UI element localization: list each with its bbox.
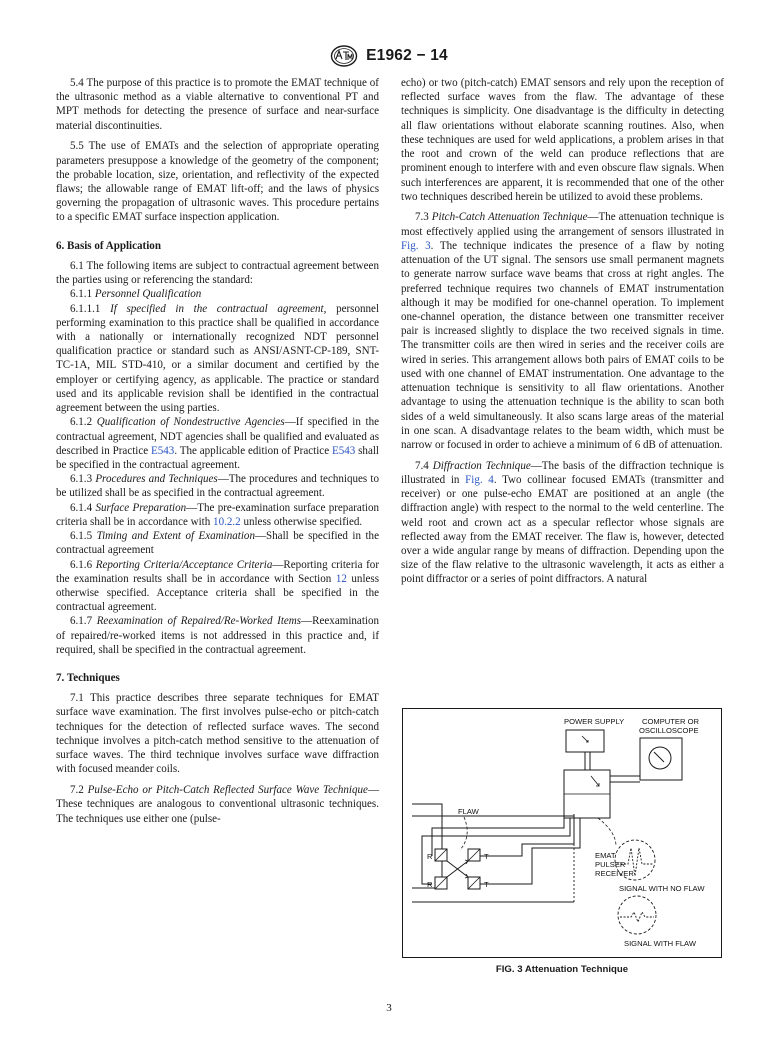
- clause-body: . Two collinear focused EMATs (transmitter and receiver) or one pulse-echo EMAT are positioned at an angle (the diffraction angle) with respect to the normal to the weld centerline. The weld root and crown act as a specular reflector whose signals are reflected away from the EMAT receiver. The flaw is, however, detected over a wide angular range by means of diffraction. Depending upon the size of the flaw relative to the ultrasonic wavelength, it acts as either a point diffractor or a series of point diffractors. A natural: [401, 473, 725, 586]
- label-signal-with-flaw: SIGNAL WITH FLAW: [624, 939, 697, 948]
- signal-with-flaw-circle: [618, 896, 656, 934]
- clause-body: shall be specified in the contractual agreement.: [56, 444, 379, 471]
- figure-3-attenuation-diagram: [402, 708, 722, 958]
- emat-leader-line: [598, 818, 616, 846]
- clause-title: Reexamination of Repaired/Re-Worked Items: [96, 615, 302, 628]
- paragraph-7-3: [401, 210, 724, 452]
- pulser-arrow-icon: [591, 776, 599, 786]
- plate-left-edge: [412, 804, 442, 888]
- page-number: 3: [386, 1002, 392, 1014]
- label-receiver: RECEIVER: [595, 869, 634, 878]
- paragraph-6-1-6: [56, 558, 379, 615]
- paragraph-7-1: 7.1 This practice describes three separate techniques for EMAT surface wave examination. The first involves pulse-echo or pitch-catch techniques for the detection of reflected surface waves. The second technique involves a pitch-catch method sensitive to the attenuation of surface waves. The third technique involves surface wave diffraction with focused meander coils.: [56, 692, 379, 776]
- clause-number: 7.2: [70, 784, 84, 797]
- figure-link-fig-4[interactable]: Fig. 4: [465, 473, 494, 486]
- right-column: [401, 76, 724, 587]
- label-computer-2: OSCILLOSCOPE: [639, 726, 699, 735]
- signal-with-flaw-trace: [620, 912, 654, 922]
- clause-number: 6.1.2: [70, 416, 93, 429]
- clause-number: 6.1.1.1: [70, 302, 101, 315]
- figure-3-caption: FIG. 3 Attenuation Technique: [495, 964, 629, 975]
- paragraph-6-1-2: [56, 415, 379, 472]
- power-arrow-icon: [582, 736, 588, 742]
- clause-number: 6.1.7: [70, 615, 93, 628]
- reference-link-e543[interactable]: E543: [331, 444, 356, 457]
- coil-wire: [480, 814, 574, 856]
- clause-body: —The procedures and techniques to be utilized shall be as specified in the contractual agreement.: [56, 473, 380, 500]
- clause-body: personnel performing examination to this practice shall be qualified in accordance with a nationally or internationally recognized NDT personnel qualification practice or standard such as ANSI/ASNT-CP-189, SNT-TC-1A, MIL STD-410, or a similar document and certified by the employer or certifying agency, as applicable. The practice or standard used and its applicable revision shall be identified in the contractual agreement between the using parties.: [56, 302, 380, 415]
- reference-link-10-2-2[interactable]: 10.2.2: [213, 515, 241, 528]
- figure-frame: [403, 709, 722, 958]
- label-pulser: PULSER: [595, 860, 626, 869]
- paragraph-5-5: 5.5 The use of EMATs and the selection of appropriate operating parameters presuppose a knowledge of the geometry of the component; the probable location, size, orientation, and reflectivity of the expected flaws; the allowable range of EMAT lift-off; and the laws of physics governing the propagation of ultrasonic waves. This procedure pertains to a specific EMAT surface inspection application.: [56, 140, 379, 224]
- paragraph-7-2-continued: echo) or two (pitch-catch) EMAT sensors and rely upon the reception of reflected surface waves from the flaw. The advantage of these techniques is simplicity. One disadvantage is the difficulty in detecting all flaw orientations without elaborate scanning routines. Also, when these techniques are used for weld applications, a problem arises in that the root and crown of the weld can produce reflections that are prominent enough to interfere with and even obscure flaw signals. When such interferences are apparent, it is recommended that one of the other two techniques described herein be utilized to avoid these problems.: [401, 77, 724, 203]
- clause-title: Procedures and Techniques: [95, 473, 218, 486]
- label-r-bottom: R: [427, 880, 433, 889]
- flaw-leader-line: [460, 817, 467, 850]
- label-t-top: T: [484, 852, 489, 861]
- paragraph-6-1-5: [56, 529, 379, 557]
- clause-title: Reporting Criteria/Acceptance Criteria: [95, 558, 273, 571]
- clause-title: Diffraction Technique: [432, 459, 531, 472]
- clause-title: Timing and Extent of Examination: [96, 530, 255, 543]
- clause-number: 6.1.6: [70, 558, 93, 571]
- paragraph-7-2: [56, 783, 379, 826]
- clause-number: 6.1.3: [70, 473, 93, 486]
- paragraph-6-1-7: [56, 614, 379, 657]
- clause-number: 6.1.1: [70, 288, 93, 301]
- document-id: E1962 − 14: [366, 47, 448, 64]
- paragraph-6-1-1: [56, 287, 379, 301]
- clause-body: —The pre-examination surface preparation criteria shall be in accordance with: [56, 501, 380, 528]
- attenuation-diagram-svg: [402, 708, 722, 958]
- astm-logo-icon: [330, 45, 358, 67]
- clause-body: —These techniques are analogous to conventional ultrasonic techniques. The techniques use either one (pulse-: [56, 784, 379, 825]
- clause-body: —The attenuation technique is most effectively applied using the arrangement of sensors illustrated in: [401, 211, 724, 238]
- clause-title: Pitch-Catch Attenuation Technique: [431, 211, 588, 224]
- section-6-heading: 6. Basis of Application: [56, 239, 161, 252]
- label-power-supply: POWER SUPPLY: [564, 717, 625, 726]
- clause-body: unless otherwise specified. Acceptance criteria shall be specified in the contractual agreement.: [56, 572, 380, 614]
- clause-body: —The basis of the diffraction technique is illustrated in: [401, 459, 724, 486]
- clause-number: 6.1.5: [70, 530, 93, 543]
- power-supply-box: [566, 730, 604, 752]
- clause-body: —If specified in the contractual agreement, NDT agencies shall be qualified and evaluated as described in Practice: [56, 416, 380, 457]
- clause-title: Personnel Qualification: [94, 288, 202, 301]
- clause-number: 7.3: [415, 211, 429, 224]
- left-column: [56, 76, 379, 826]
- clause-number: 7.4: [415, 459, 429, 472]
- paragraph-6-1-1-1: [56, 302, 379, 416]
- clause-title: Qualification of Nondestructive Agencies: [96, 416, 285, 429]
- paragraph-7-4: [401, 459, 724, 587]
- coil-wire: [432, 808, 564, 856]
- clause-body: . The applicable edition of Practice: [174, 444, 330, 457]
- clause-title: Pulse-Echo or Pitch-Catch Reflected Surface Wave Technique: [87, 784, 368, 797]
- paragraph-6-1: 6.1 The following items are subject to contractual agreement between the parties using or referencing the standard:: [56, 259, 379, 287]
- reference-link-section-12[interactable]: 12: [335, 572, 347, 585]
- clause-title: Surface Preparation: [95, 501, 187, 514]
- clause-body: —Reexamination of repaired/re-worked items is not addressed in this practice and, if required, shall be specified in the contractual agreement.: [56, 615, 379, 656]
- clause-body: —Reporting criteria for the examination results shall be in accordance with Section: [56, 558, 379, 585]
- page-header: [0, 42, 778, 70]
- clause-title: If specified in the contractual agreement,: [110, 302, 327, 315]
- label-t-bottom: T: [484, 880, 489, 889]
- paragraph-6-1-4: [56, 501, 379, 529]
- clause-body: unless otherwise specified.: [243, 515, 363, 528]
- label-flaw: FLAW: [458, 807, 479, 816]
- clause-body: . The technique indicates the presence of a flaw by noting attenuation of the UT signal. The sensors use small permanent magnets to generate narrow surface wave beams that cross at right angles. The preferred technique requires two channels of EMAT instrumentation although it may be modified for one-channel operation. To implement one-channel operation, the distance between one transmitter receiver pair is increased slightly to displace the two received signals in time. The transmitter coils are then wired in series and the receiver coils are wired in series. This arrangement allows both pairs of EMAT coils to be used with one channel of EMAT instrumentation. One advantage to the attenuation technique is sensitivity to all flaw orientations. Another advantage to using the attenuation technique is the ability to scan both sides of a weld simultaneously. It also scans large areas of the material in one scan. A disadvantage relates to the beam width, which must be narrow or focused in order to achieve a minimum of 6 dB of attenuation.: [401, 239, 724, 451]
- label-computer-1: COMPUTER OR: [642, 717, 699, 726]
- oscilloscope-needle: [654, 752, 664, 762]
- label-emat: EMAT: [595, 851, 616, 860]
- clause-body: —Shall be specified in the contractual agreement: [56, 530, 379, 557]
- section-7-heading: 7. Techniques: [56, 672, 120, 685]
- reference-link-e543[interactable]: E543: [151, 444, 175, 457]
- figure-link-fig-3[interactable]: Fig. 3: [401, 239, 431, 252]
- label-signal-no-flaw: SIGNAL WITH NO FLAW: [619, 884, 705, 893]
- paragraph-5-4: 5.4 The purpose of this practice is to promote the EMAT technique of the ultrasonic method as a viable alternative to conventional PT and MPT methods for detecting the presence of surface and near-surface material discontinuities.: [56, 77, 379, 132]
- paragraph-6-1-3: [56, 472, 379, 500]
- clause-number: 6.1.4: [70, 501, 93, 514]
- label-r-top: R: [427, 852, 433, 861]
